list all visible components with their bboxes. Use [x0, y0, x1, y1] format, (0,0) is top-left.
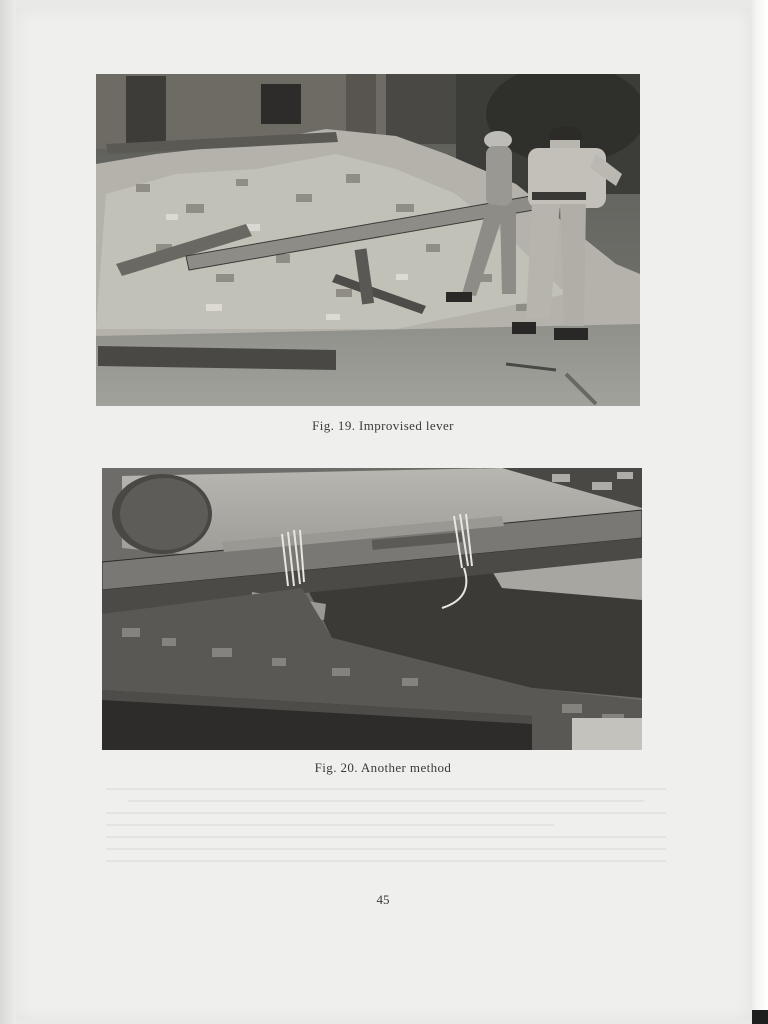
page-edge [750, 0, 768, 1024]
figure-19-caption: Fig. 19. Improvised lever [312, 418, 454, 433]
improvised-lever-photo [96, 74, 640, 406]
page-number: 45 [376, 892, 390, 907]
figure-20-photo [102, 468, 642, 750]
another-method-photo [102, 468, 642, 750]
page-gutter [0, 0, 16, 1024]
figure-20-caption: Fig. 20. Another method [314, 760, 452, 775]
figure-19-photo [96, 74, 640, 406]
show-through-text [106, 788, 666, 888]
book-page [16, 8, 750, 1020]
scan-corner [752, 1010, 768, 1024]
